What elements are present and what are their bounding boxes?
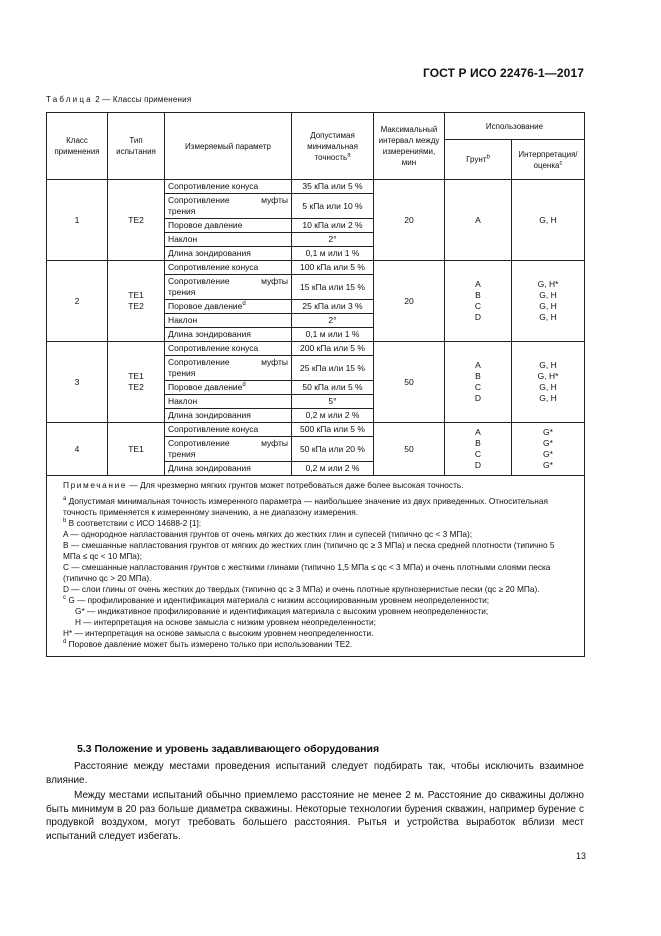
soil-cell: A (445, 180, 512, 261)
param-cell: Длина зондирования (165, 328, 292, 342)
notes-cell (47, 476, 585, 657)
footnote-c-g: $^c$ G — профилирование и идентификация материала с низким ассоциированным уровнем неопределенности; (63, 595, 490, 605)
caption-word: Таблица (46, 95, 93, 104)
interval-cell: 20 (374, 261, 445, 342)
header-accuracy: Допустимая минимальная точность$^a$ (292, 113, 374, 180)
accuracy-cell: 5 кПа или 10 % (292, 194, 374, 219)
param-cell: Сопротивление муфты трения (165, 356, 292, 381)
header-interp: Интерпретация/ оценка$^c$ (512, 140, 585, 180)
accuracy-cell: 25 кПа или 3 % (292, 300, 374, 314)
class-cell: 4 (47, 423, 108, 476)
paragraph: Между местами испытаний обычно приемлемо расстояние не менее 2 м. Расстояние до скважины должно быть минимум в 20 раз больше диаметра скважины. Некоторые технологии бурения скважин, например бурение с продувкой воздухом, могут требовать большего расстояния. Рытья и устройства выработок вблизи мест испытаний следует избегать. (46, 790, 584, 842)
param-cell: Сопротивление муфты трения (165, 437, 292, 462)
table-row (47, 342, 585, 356)
table-row (47, 423, 585, 437)
type-cell: TE2 (108, 180, 165, 261)
header-interval: Максимальный интервал между измерениями, мин (374, 113, 445, 180)
footnote-b-d: D — слои глины от очень жестких до твердых (типично qc ≥ 3 МПа) и очень плотные крупнозернистые пески (qc ≥ 20 МПа). (63, 584, 540, 594)
footnote-c-gstar: G* — индикативное профилирование и идентификация материала с высоким уровнем неопределенности; (75, 606, 489, 616)
accuracy-cell: 50 кПа или 5 % (292, 381, 374, 395)
caption-title: 2 — Классы применения (95, 95, 192, 104)
param-cell: Сопротивление конуса (165, 180, 292, 194)
soil-cell: A B C D (445, 423, 512, 476)
interp-cell: G, H (512, 180, 585, 261)
footnote-c-h: H — интерпретация на основе замысла с низким уровнем неопределенности; (75, 617, 376, 627)
param-cell: Сопротивление муфты трения (165, 194, 292, 219)
param-cell: Сопротивление конуса (165, 342, 292, 356)
param-cell: Наклон (165, 395, 292, 409)
accuracy-cell: 200 кПа или 5 % (292, 342, 374, 356)
class-cell: 3 (47, 342, 108, 423)
accuracy-cell: 0,1 м или 1 % (292, 328, 374, 342)
param-cell: Поровое давление (165, 219, 292, 233)
footnote-a: $^a$ Допустимая минимальная точность измеренного параметра — наибольшее значение из двух приведенных. Относительная точность применяется к измеренному значению, а не диапазону измерения. (63, 496, 548, 517)
footnote-b-a: A — однородное напластования грунтов от очень мягких до жестких глин и супесей (типично qc < 3 МПа); (63, 529, 473, 539)
type-cell: TE1 TE2 (108, 342, 165, 423)
param-cell: Длина зондирования (165, 247, 292, 261)
param-cell: Поровое давление$^d$ (165, 381, 292, 395)
accuracy-cell: 100 кПа или 5 % (292, 261, 374, 275)
accuracy-cell: 2° (292, 314, 374, 328)
param-cell: Наклон (165, 314, 292, 328)
footnote-d: $^d$ Поровое давление может быть измерено только при использовании TE2. (63, 639, 353, 649)
section-title: 5.3 Положение и уровень задавливающего оборудования (77, 743, 380, 755)
param-cell: Сопротивление конуса (165, 261, 292, 275)
soil-cell: A B C D (445, 342, 512, 423)
param-cell: Длина зондирования (165, 462, 292, 476)
accuracy-cell: 0,2 м или 2 % (292, 409, 374, 423)
accuracy-cell: 0,2 м или 2 % (292, 462, 374, 476)
header-param: Измеряемый параметр (165, 113, 292, 180)
classes-table (46, 112, 585, 657)
header-soil: Грунт$^b$ (445, 140, 512, 180)
accuracy-cell: 10 кПа или 2 % (292, 219, 374, 233)
document-id: ГОСТ Р ИСО 22476-1—2017 (422, 66, 584, 80)
type-cell: TE1 (108, 423, 165, 476)
param-cell: Поровое давление$^d$ (165, 300, 292, 314)
header-usage: Использование (445, 113, 585, 140)
footnote-b-b: B — смешанные напластования грунтов от мягких до жестких глин (типично qc ≥ 3 МПа) и песка средней плотности (типично 5 МПа ≤ qc < 10 МПа); (63, 540, 555, 561)
param-cell: Сопротивление муфты трения (165, 275, 292, 300)
accuracy-cell: 500 кПа или 5 % (292, 423, 374, 437)
header-class: Класс применения (47, 113, 108, 180)
interval-cell: 50 (374, 342, 445, 423)
notes-row (47, 476, 585, 657)
table-row (47, 180, 585, 194)
accuracy-cell: 2° (292, 233, 374, 247)
type-cell: TE1 TE2 (108, 261, 165, 342)
class-cell: 1 (47, 180, 108, 261)
class-cell: 2 (47, 261, 108, 342)
param-cell: Сопротивление конуса (165, 423, 292, 437)
interp-cell: G* G* G* G* (512, 423, 585, 476)
accuracy-cell: 25 кПа или 15 % (292, 356, 374, 381)
interp-cell: G, H* G, H G, H G, H (512, 261, 585, 342)
interval-cell: 50 (374, 423, 445, 476)
interp-cell: G, H G, H* G, H G, H (512, 342, 585, 423)
accuracy-cell: 35 кПа или 5 % (292, 180, 374, 194)
accuracy-cell: 0,1 м или 1 % (292, 247, 374, 261)
page-number: 13 (575, 851, 586, 861)
paragraph: Расстояние между местами проведения испытаний следует подбирать так, чтобы исключить взаимное влияние. (46, 761, 584, 786)
footnote-c-hstar: H* — интерпретация на основе замысла с высоким уровнем неопределенности. (63, 628, 374, 638)
accuracy-cell: 15 кПа или 15 % (292, 275, 374, 300)
accuracy-cell: 50 кПа или 20 % (292, 437, 374, 462)
param-cell: Длина зондирования (165, 409, 292, 423)
interval-cell: 20 (374, 180, 445, 261)
footnote-b: $^b$ В соответствии с ИСО 14688-2 [1]: (63, 518, 202, 528)
header-type: Тип испытания (108, 113, 165, 180)
accuracy-cell: 5° (292, 395, 374, 409)
soil-cell: A B C D (445, 261, 512, 342)
note-general: Примечание — Для чрезмерно мягких грунтов может потребоваться даже более высокая точность. (63, 480, 464, 490)
footnote-b-c: C — смешанные напластования грунтов с жесткими глинами (типично 1,5 МПа ≤ qc < 3 МПа) и очень плотными слоями песка (типично qc > 20 МПа). (63, 562, 551, 583)
param-cell: Наклон (165, 233, 292, 247)
table-row (47, 261, 585, 275)
table-caption (46, 95, 191, 104)
